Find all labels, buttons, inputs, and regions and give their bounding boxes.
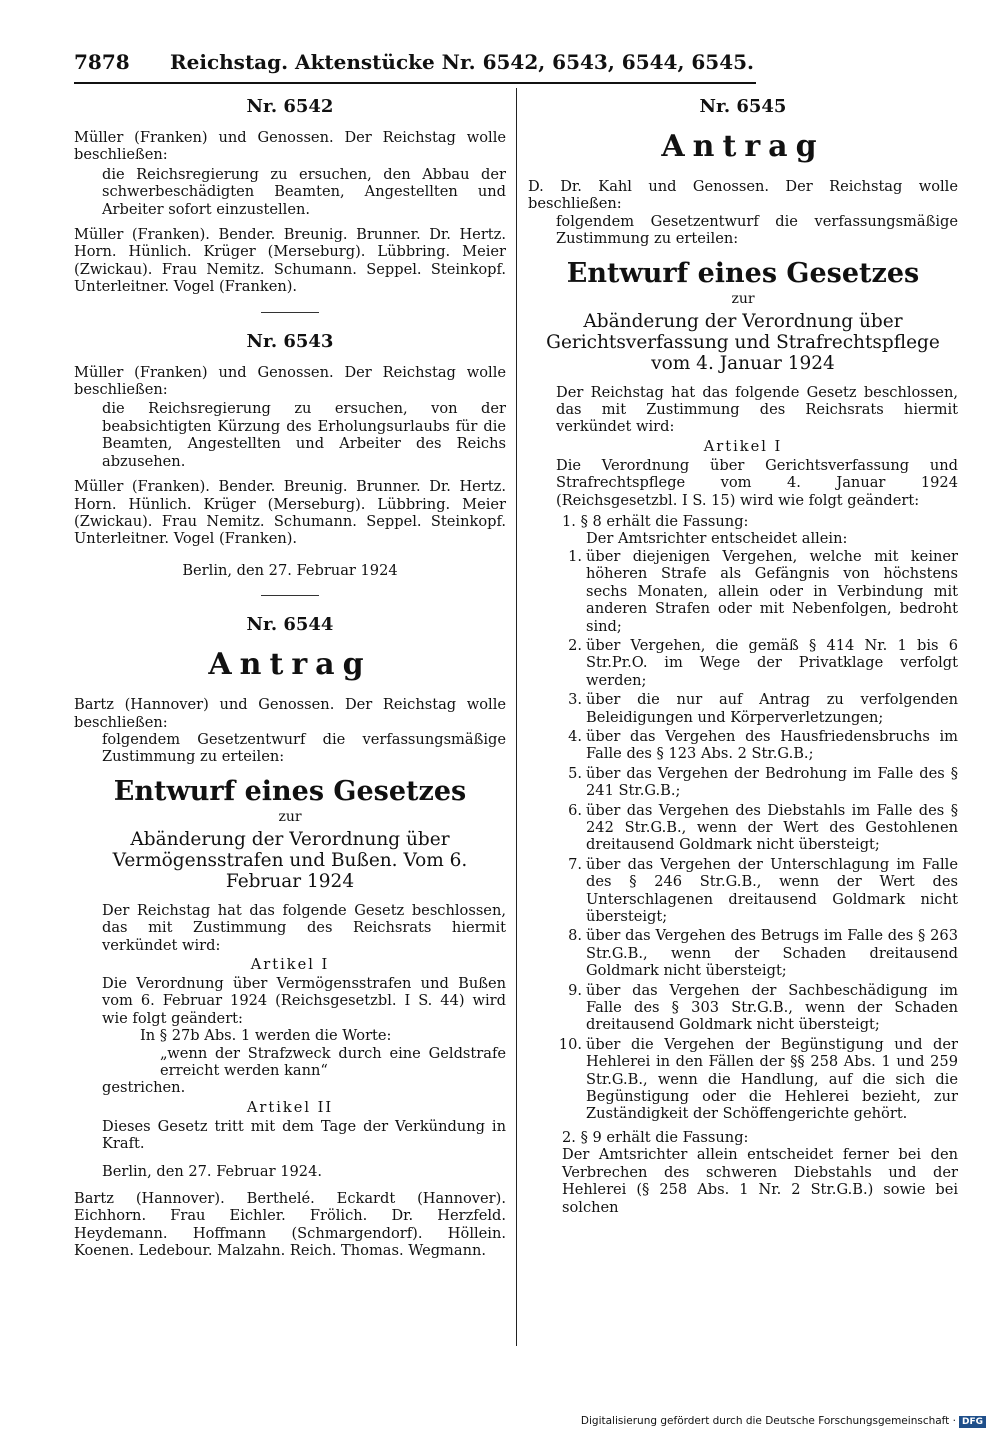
motion-body: die Reichsregierung zu ersuchen, von der beabsichtigten Kürzung des Erholungsurlaubs für die Beamten, Angestellten und Arbeiter des Reichs abzusehen.	[102, 400, 506, 470]
list-item	[528, 765, 958, 800]
deleted-line: gestrichen.	[102, 1079, 186, 1097]
motion-intro: Bartz (Hannover) und Genossen. Der Reichstag wolle beschließen:	[74, 696, 506, 731]
bill-subtitle: Abänderung der Verordnung über Vermögensstrafen und Bußen. Vom 6. Februar 1924	[112, 828, 468, 892]
separator	[261, 312, 319, 313]
document-6544	[74, 614, 506, 1260]
list-item	[528, 856, 958, 926]
article-text: Dieses Gesetz tritt mit dem Tage der Verkündung in Kraft.	[102, 1117, 506, 1153]
digitization-footer	[581, 1415, 986, 1428]
list-item-number: 2.	[568, 636, 582, 654]
enactment-clause: Der Reichstag hat das folgende Gesetz beschlossen, das mit Zustimmung des Reichsrats hiermit verkündet wird:	[556, 383, 958, 436]
document-number: Nr. 6545	[699, 96, 787, 117]
column-divider	[516, 88, 517, 1346]
separator	[261, 595, 319, 596]
list-item-number: 9.	[568, 981, 582, 999]
document-6543	[74, 331, 506, 579]
list-item-text: über das Vergehen der Unterschlagung im Falle des § 246 Str.G.B., wenn der Wert des Unterschlagenen dreitausend Goldmark nicht übersteigt;	[586, 855, 958, 925]
proposal-text: folgendem Gesetzentwurf die verfassungsmäßige Zustimmung zu erteilen:	[102, 730, 506, 766]
list-item	[528, 927, 958, 979]
list-item-text: über das Vergehen der Bedrohung im Falle des § 241 Str.G.B.;	[586, 764, 958, 800]
motion-intro: D. Dr. Kahl und Genossen. Der Reichstag wolle beschließen:	[528, 178, 958, 213]
list-item-number: 5.	[568, 764, 582, 782]
article-heading: Artikel I	[703, 437, 783, 455]
document-number: Nr. 6542	[246, 96, 334, 117]
bill-title: Entwurf eines Gesetzes	[566, 257, 920, 289]
quoted-words: „wenn der Strafzweck durch eine Geldstrafe erreicht werden kann“	[160, 1044, 506, 1079]
list-item-number: 3.	[568, 691, 582, 709]
list-item-text: über die Vergehen der Begünstigung und der Hehlerei in den Fällen der §§ 258 Abs. 1 und 259 Str.G.B., wenn die Handlung, auf die sich die Begünstigung oder die Hehlerei bezieht, zur Zuständigkeit der Schöffengerichte gehört.	[586, 1035, 958, 1123]
page-number: 7878	[74, 50, 130, 74]
article-text: Die Verordnung über Gerichtsverfassung und Strafrechtspflege vom 4. Januar 1924 (Reichsgesetzbl. I S. 15) wird wie folgt geändert:	[556, 456, 958, 509]
bill-zur: zur	[731, 290, 755, 307]
right-column	[528, 92, 958, 1216]
motion-body: die Reichsregierung zu ersuchen, den Abbau der schwerbeschädigten Beamten, Angestellten und Arbeiter sofort einzustellen.	[102, 165, 506, 218]
antrag-heading: Antrag	[208, 647, 372, 683]
competence-list	[528, 548, 958, 1123]
amendment-line: In § 27b Abs. 1 werden die Worte:	[140, 1027, 392, 1045]
list-item-text: über das Vergehen der Sachbeschädigung im Falle des § 303 Str.G.B., wenn der Schaden dreitausend Goldmark nicht übersteigt;	[586, 981, 958, 1034]
bill-title: Entwurf eines Gesetzes	[113, 775, 467, 807]
list-item	[528, 982, 958, 1034]
antrag-heading: Antrag	[661, 129, 825, 164]
document-6542	[74, 96, 506, 296]
list-item	[528, 637, 958, 689]
signatories: Müller (Franken). Bender. Breunig. Brunner. Dr. Hertz. Horn. Hünlich. Krüger (Merseburg). Lübbring. Meier (Zwickau). Frau Nemitz. Schumann. Seppel. Steinkopf. Unterleitner. Vogel (Franken).	[74, 226, 506, 296]
signatories: Müller (Franken). Bender. Breunig. Brunner. Dr. Hertz. Horn. Hünlich. Krüger (Merseburg). Lübbring. Meier (Zwickau). Frau Nemitz. Schumann. Seppel. Steinkopf. Unterleitner. Vogel (Franken).	[74, 478, 506, 548]
point-1-lead: Der Amtsrichter entscheidet allein:	[586, 530, 848, 548]
point-2-text: Der Amtsrichter allein entscheidet ferner bei den Verbrechen des schweren Diebstahls und der Hehlerei (§ 258 Abs. 1 Nr. 2 Str.G.B.) sowie bei solchen	[562, 1146, 958, 1216]
motion-intro: Müller (Franken) und Genossen. Der Reichstag wolle beschließen:	[74, 129, 506, 164]
footer-text: Digitalisierung gefördert durch die Deutsche Forschungsgemeinschaft ·	[580, 1415, 956, 1427]
list-item-number: 10.	[558, 1035, 582, 1053]
list-item-number: 1.	[568, 547, 582, 565]
motion-intro: Müller (Franken) und Genossen. Der Reichstag wolle beschließen:	[74, 363, 506, 399]
article-heading: Artikel II	[246, 1098, 334, 1116]
left-column	[74, 92, 506, 1260]
list-item-number: 6.	[568, 801, 582, 819]
enactment-clause: Der Reichstag hat das folgende Gesetz beschlossen, das mit Zustimmung des Reichsrats hiermit verkündet wird:	[102, 901, 506, 954]
signatories: Bartz (Hannover). Berthelé. Eckardt (Hannover). Eichhorn. Frau Eichler. Frölich. Dr. Herzfeld. Heydemann. Hoffmann (Schmargendorf). Höllein. Koenen. Ledebour. Malzahn. Reich. Thomas. Wegmann.	[74, 1190, 506, 1260]
document-number: Nr. 6544	[246, 614, 334, 636]
list-item	[528, 548, 958, 635]
document-number: Nr. 6543	[246, 330, 334, 352]
document-6545	[528, 96, 958, 1216]
dfg-logo: DFG	[959, 1416, 986, 1428]
point-1-heading: 1. § 8 erhält die Fassung:	[562, 513, 749, 531]
article-text: Die Verordnung über Vermögensstrafen und Bußen vom 6. Februar 1924 (Reichsgesetzbl. I S. 44) wird wie folgt geändert:	[102, 974, 506, 1027]
point-2-heading: 2. § 9 erhält die Fassung:	[562, 1128, 749, 1146]
article-heading: Artikel I	[250, 955, 330, 973]
list-item	[528, 802, 958, 854]
list-item	[528, 691, 958, 726]
list-item-text: über die nur auf Antrag zu verfolgenden Beleidigungen und Körperverletzungen;	[586, 691, 958, 726]
proposal-text: folgendem Gesetzentwurf die verfassungsmäßige Zustimmung zu erteilen:	[556, 212, 958, 248]
list-item-text: über das Vergehen des Betrugs im Falle des § 263 Str.G.B., wenn der Schaden dreitausend Goldmark nicht übersteigt;	[586, 927, 958, 980]
list-item-number: 8.	[568, 927, 582, 945]
page-header	[74, 50, 756, 84]
list-item-number: 7.	[568, 855, 582, 873]
list-item-text: über diejenigen Vergehen, welche mit keiner höheren Strafe als Gefängnis von höchstens sechs Monaten, allein oder in Verbindung mit anderen Strafen oder mit Nebenfolgen, bedroht sind;	[586, 547, 958, 635]
running-title: Reichstag. Aktenstücke Nr. 6542, 6543, 6544, 6545.	[170, 50, 754, 74]
list-item-number: 4.	[568, 727, 582, 745]
date-line: Berlin, den 27. Februar 1924.	[102, 1162, 322, 1180]
list-item-text: über das Vergehen des Diebstahls im Falle des § 242 Str.G.B., wenn der Wert des Gestohlenen dreitausend Goldmark nicht übersteigt;	[586, 801, 958, 854]
bill-zur: zur	[278, 808, 302, 825]
date-line: Berlin, den 27. Februar 1924	[182, 561, 398, 579]
list-item-text: über Vergehen, die gemäß § 414 Nr. 1 bis 6 Str.Pr.O. im Wege der Privatklage verfolgt werden;	[586, 636, 958, 689]
bill-subtitle: Abänderung der Verordnung über Gerichtsverfassung und Strafrechtspflege vom 4. Januar 1924	[546, 310, 940, 374]
list-item	[528, 1036, 958, 1123]
list-item-text: über das Vergehen des Hausfriedensbruchs im Falle des § 123 Abs. 2 Str.G.B.;	[586, 727, 958, 763]
list-item	[528, 728, 958, 763]
